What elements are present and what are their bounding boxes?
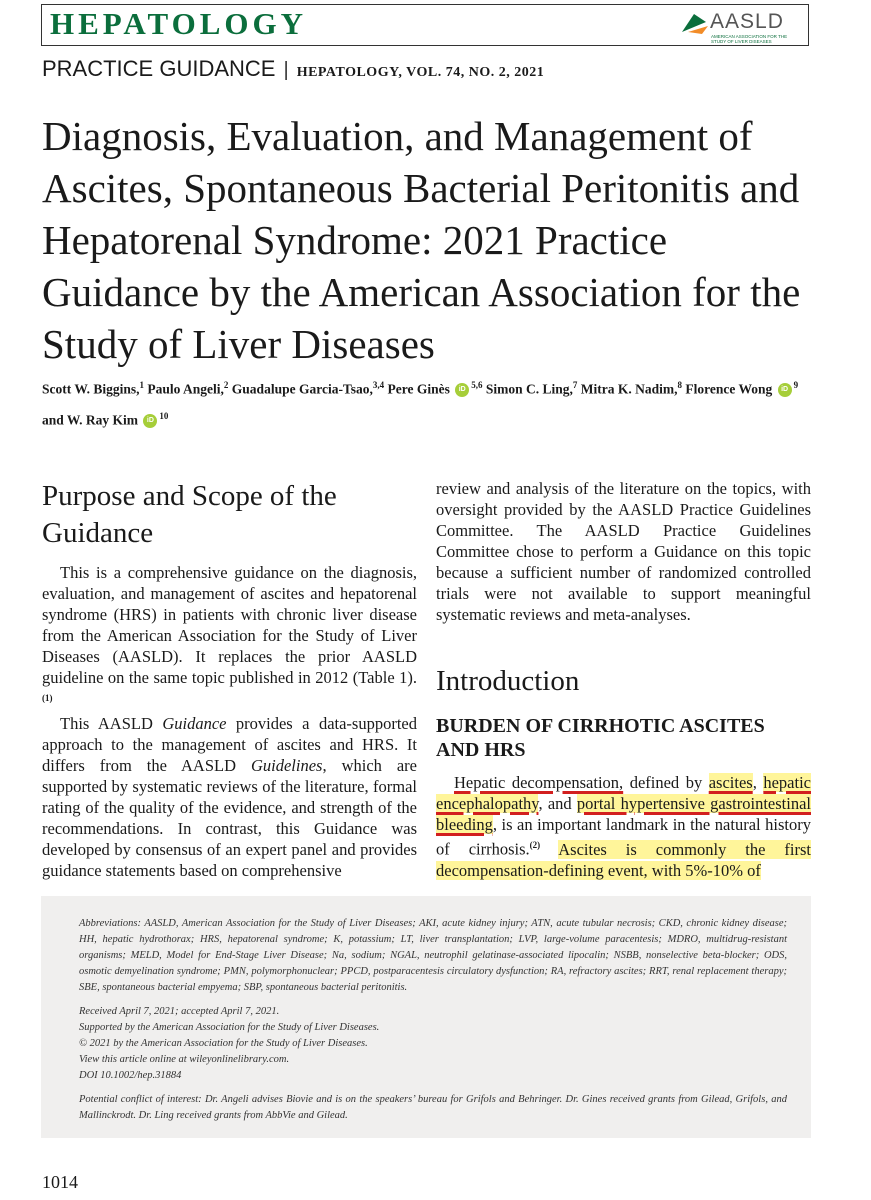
left-column (42, 478, 417, 881)
page-number: 1014 (42, 1172, 78, 1192)
guidance-paragraph (42, 713, 417, 881)
logo-subtext: AMERICAN ASSOCIATION FOR THE STUDY OF LIVER DISEASES (711, 34, 788, 44)
citation[interactable]: (1) (42, 693, 53, 703)
aasld-logo-icon (680, 12, 710, 36)
abbreviations: Abbreviations: AASLD, American Association for the Study of Liver Diseases; AKI, acute kidney injury; ATN, acute tubular necrosis; CKD, chronic kidney disease; HH, hepatic hydrothorax; HRS, hepatorenal syndrome; K, potassium; LT, liver transplantation; LVP, large-volume paracentesis; MDRO, multidrug-resistant organisms; MELD, Model for End-Stage Liver Disease; Na, sodium; NGAL, neutrophil gelatinase-associated lipocalin; NSBB, nonselective beta-blocker; ODS, osmotic demyelination syndrome; PMN, polymorphonuclear; PPCD, postparacentesis circulatory dysfunction; RA, refractory ascites; RRT, renal replacement therapy; SBE, spontaneous bacterial empyema; SBP, spontaneous bacterial peritonitis. (79, 918, 787, 993)
burden-heading: BURDEN OF CIRRHOTIC ASCITES AND HRS (436, 715, 765, 761)
conflict-of-interest: Potential conflict of interest: Dr. Angeli advises Biovie and is on the speakers’ bureau for Grifols and Behringer. Dr. Gines received grants from Gilead, Grifols, and Mallinckrodt. Dr. Ling received grants from AbbVie and Gilead. (79, 1094, 787, 1121)
author-name[interactable]: Simon C. Ling, (485, 381, 573, 397)
guidance-term: Guidance (162, 713, 227, 733)
orcid-icon[interactable]: iD (143, 414, 157, 428)
author-name[interactable]: and W. Ray Kim (42, 412, 139, 427)
author-list (42, 372, 832, 433)
paragraph-text: This is a comprehensive guidance on the diagnosis, evaluation, and management of ascites and hepatorenal syndrome (HRS) in patients with chronic liver disease from the American Association for the Study of Liver Diseases (AASLD). It replaces the prior AASLD guideline on the same topic published in 2012 (Table 1). (42, 563, 417, 687)
highlighted-text: ascites (708, 773, 753, 792)
doi-line[interactable]: DOI 10.1002/hep.31884 (79, 1070, 182, 1081)
burden-paragraph (436, 772, 811, 881)
logo-text: AASLD (710, 10, 784, 33)
introduction-heading: Introduction (436, 665, 580, 697)
underlined-text: Hepatic decompensation, (454, 773, 624, 792)
affiliation: 1 (139, 380, 145, 390)
journal-name: HEPATOLOGY (50, 6, 308, 41)
received-line: Received April 7, 2021; accepted April 7, 2021. (79, 1006, 280, 1017)
highlighted-text: portal hypertensive gastrointestinal bleeding (436, 794, 811, 834)
practice-label: PRACTICE GUIDANCE (42, 56, 276, 81)
continued-paragraph: review and analysis of the literature on the topics, with oversight provided by the AASLD Practice Guidelines Committee. The AASLD Practice Guidelines Committee chose to perform a Guidance on this topic because a sufficient number of randomized controlled trials were not available to support meaningful systematic reviews and meta-analyses. (436, 479, 811, 624)
article-title: Diagnosis, Evaluation, and Management of Ascites, Spontaneous Bacterial Peritonitis and Hepatorenal Syndrome: 2021 Practice Guidance by the American Association for the Study of Liver Diseases (42, 113, 801, 367)
supported-line: Supported by the American Association for the Study of Liver Diseases. (79, 1022, 380, 1033)
purpose-paragraph (42, 562, 417, 713)
right-column (436, 478, 811, 881)
affiliation: 2 (223, 380, 229, 390)
footnote-box (41, 896, 811, 1138)
highlighted-text: Ascites is commonly the first decompensation-defining event, with 5%-10% of (436, 839, 811, 880)
paragraph-text: This AASLD (60, 713, 163, 733)
purpose-heading: Purpose and Scope of the Guidance (42, 480, 337, 549)
highlighted-text: hepatic encephalopathy (436, 773, 811, 813)
guidelines-term: Guidelines (250, 755, 323, 775)
paragraph-text (540, 840, 558, 859)
paragraph-text: , which are supported by systematic reviews of the literature, formal rating of the quality of the evidence, and strength of the recommendations. In contrast, this Guidance was developed by consensus of an expert panel and provides guidance statements based on comprehensive (42, 755, 417, 880)
view-online-line[interactable]: View this article online at wileyonlinelibrary.com. (79, 1054, 290, 1065)
paragraph-text: provides a data-supported approach to the management of ascites and HRS. It differs from the AASLD (42, 713, 417, 775)
author-name[interactable]: Paulo Angeli, (147, 381, 224, 397)
affiliation: 9 (793, 380, 799, 390)
separator: | (283, 59, 289, 81)
affiliation: 7 (572, 380, 578, 390)
publication-info (79, 1004, 787, 1084)
author-name[interactable]: Guadalupe Garcia-Tsao, (231, 381, 373, 397)
citation[interactable]: (2) (529, 840, 541, 850)
paragraph-text: , is an important landmark in the natural history of cirrhosis. (436, 815, 811, 859)
section-line (42, 56, 544, 82)
author-name[interactable]: Florence Wong (685, 381, 773, 397)
issue-info: HEPATOLOGY, VOL. 74, NO. 2, 2021 (296, 65, 545, 80)
aasld-logo (680, 8, 800, 44)
copyright-line: © 2021 by the American Association for the Study of Liver Diseases. (79, 1038, 368, 1049)
affiliation: 8 (677, 380, 682, 390)
orcid-icon[interactable]: iD (455, 383, 469, 397)
author-name[interactable]: Mitra K. Nadim, (580, 381, 678, 397)
paragraph-text: defined by (623, 773, 709, 792)
author-name[interactable]: Pere Ginès (387, 381, 450, 397)
paragraph-text: , (752, 773, 764, 792)
author-name[interactable]: Scott W. Biggins, (42, 381, 140, 397)
journal-header (41, 4, 809, 46)
affiliation: 3,4 (372, 380, 385, 390)
paragraph-text: , and (538, 794, 577, 813)
orcid-icon[interactable]: iD (778, 383, 792, 397)
affiliation: 5,6 (471, 380, 483, 390)
affiliation: 10 (159, 410, 169, 421)
